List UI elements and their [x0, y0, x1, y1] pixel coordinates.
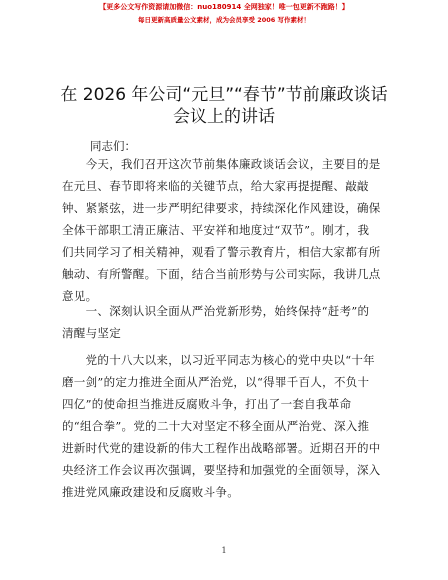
paragraph-line: 四亿”的使命担当推进反腐败斗争，打出了一套自我革命 — [62, 397, 352, 411]
heading-line: 一、深刻认识全面从严治党新形势，始终保持“赶考”的 — [62, 304, 370, 318]
page-number: 1 — [221, 546, 227, 555]
paragraph-line: 意见。 — [62, 289, 98, 303]
paragraph-line: 磨一剑”的定力推进全面从严治党，以“得罪千百人，不负十 — [62, 375, 370, 389]
heading-line: 清醒与坚定 — [62, 326, 121, 340]
title-line-2: 会议上的讲话 — [173, 107, 275, 127]
paragraph-line: 进新时代党的建设新的伟大工程作出战略部署。近期召开的中 — [62, 441, 381, 455]
header-ad-line-2: 每日更新高质量公文素材，成为会员享受 2006 写作素材！ — [137, 16, 311, 24]
salutation: 同志们： — [90, 139, 136, 153]
paragraph-line: 全体干部职工清正廉洁、平安祥和地度过“双节”。刚才，我 — [62, 223, 370, 237]
section-heading-1 — [62, 300, 392, 344]
paragraph-line: 钟、紧紧弦，进一步严明纪律要求，持续深化作风建设，确保 — [62, 201, 381, 215]
paragraph-line: 推进党风廉政建设和反腐败斗争。 — [62, 485, 239, 499]
paragraph-line: 在元旦、春节即将来临的关键节点，给大家再提提醒、敲敲 — [62, 179, 369, 193]
document-title — [40, 84, 408, 128]
paragraph-2 — [62, 349, 392, 503]
paragraph-1 — [62, 153, 392, 307]
paragraph-line: 的“组合拳”。党的二十大对坚定不移全面从严治党、深入推 — [62, 419, 370, 433]
paragraph-line: 今天，我们召开这次节前集体廉政谈话会议，主要目的是 — [62, 157, 381, 171]
paragraph-line: 央经济工作会议再次强调，要坚持和加强党的全面领导，深入 — [62, 463, 381, 477]
paragraph-line: 们共同学习了相关精神，观看了警示教育片，相信大家都有所 — [62, 245, 381, 259]
paragraph-line: 触动、有所警醒。下面，结合当前形势与公司实际，我讲几点 — [62, 267, 381, 281]
header-ad-line-1: 【更多公文写作资源请加微信：nuo180914 全网独家！唯一包更新不跑路！】 — [99, 3, 349, 11]
title-line-1: 在 2026 年公司“元旦”“春节”节前廉政谈话 — [60, 85, 388, 105]
paragraph-line: 党的十八大以来，以习近平同志为核心的党中央以“十年 — [62, 353, 375, 367]
